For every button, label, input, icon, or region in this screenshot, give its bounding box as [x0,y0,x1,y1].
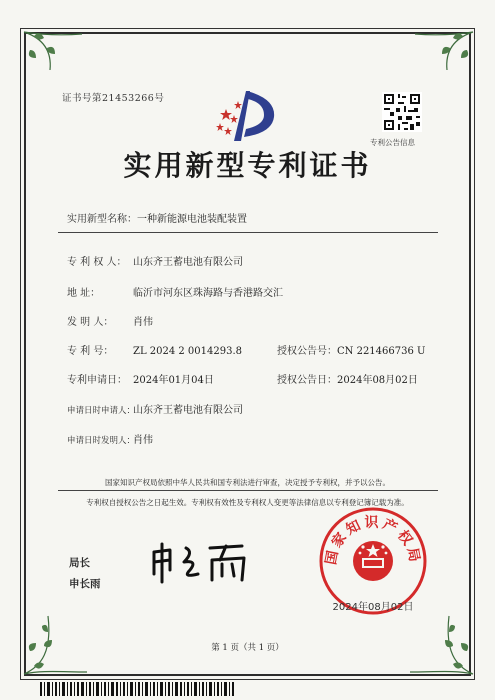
inventor-label: 发 明 人： [67,317,114,328]
inventor-row [67,313,153,328]
seal-date: 2024年08月02日 [332,602,414,613]
application-date-row [67,371,214,386]
utility-model-name-value: 一种新能源电池装配装置 [137,214,247,225]
bottom-left-vine-ornament [22,596,92,676]
patent-number-row [67,342,242,357]
inventor-at-filing-row [67,431,153,446]
utility-model-name-label: 实用新型名称： [67,214,137,225]
notice-line-1: 国家知识产权局依照中华人民共和国专利法进行审查，决定授予专利权，并予以公告。 [105,478,390,487]
director-title: 局长 [69,557,90,569]
utility-model-name-row [67,210,247,225]
patentee-row [67,253,243,268]
grant-announcement-number-row [277,342,425,357]
inventor-value: 肖伟 [133,317,153,328]
cnipa-emblem-logo [214,85,284,143]
grant-announcement-date-label: 授权公告日： [277,375,337,386]
notice-line-2: 专利权自授权公告之日起生效。专利权有效性及专利权人变更等法律信息以专利登记簿记载为准。 [86,498,409,507]
patentee-label: 专 利 权 人： [67,257,127,268]
director-name: 申长雨 [69,578,101,590]
address-value: 临沂市河东区珠海路与香港路交汇 [133,288,283,299]
address-label: 地 址： [67,288,101,299]
inventor-at-filing-label: 申请日时发明人： [67,436,136,446]
inventor-at-filing-value: 肖伟 [133,435,153,446]
grant-announcement-number-value: CN 221466736 U [337,346,426,357]
grant-announcement-date-value: 2024年08月02日 [337,375,418,386]
page-number: 第 1 页（共 1 页） [211,643,284,653]
barcode-strip [40,682,240,696]
official-seal [318,506,428,616]
qr-code-icon [382,92,422,132]
director-signature [146,540,256,585]
patent-number-label: 专 利 号： [67,346,114,357]
grant-announcement-number-label: 授权公告号： [277,346,337,357]
top-right-vine-ornament [405,30,475,90]
applicant-at-filing-value: 山东齐王蓄电池有限公司 [133,405,243,416]
qr-caption: 专利公告信息 [370,138,415,147]
top-left-vine-ornament [22,30,92,90]
patentee-value: 山东齐王蓄电池有限公司 [133,257,243,268]
applicant-at-filing-label: 申请日时申请人： [67,406,136,416]
notice-separator [58,490,438,491]
address-row [67,284,283,299]
patent-number-value: ZL 2024 2 0014293.8 [133,346,243,357]
grant-announcement-date-row [277,371,418,386]
applicant-at-filing-row [67,401,243,416]
certificate-title: 实用新型专利证书 [123,149,372,182]
seal-arc-text: 国家知识产权局 [323,515,423,567]
title-separator [58,232,438,233]
application-date-value: 2024年01月04日 [133,375,214,386]
certificate-number: 证书号第21453266号 [62,93,165,104]
application-date-label: 专利申请日： [67,375,127,386]
